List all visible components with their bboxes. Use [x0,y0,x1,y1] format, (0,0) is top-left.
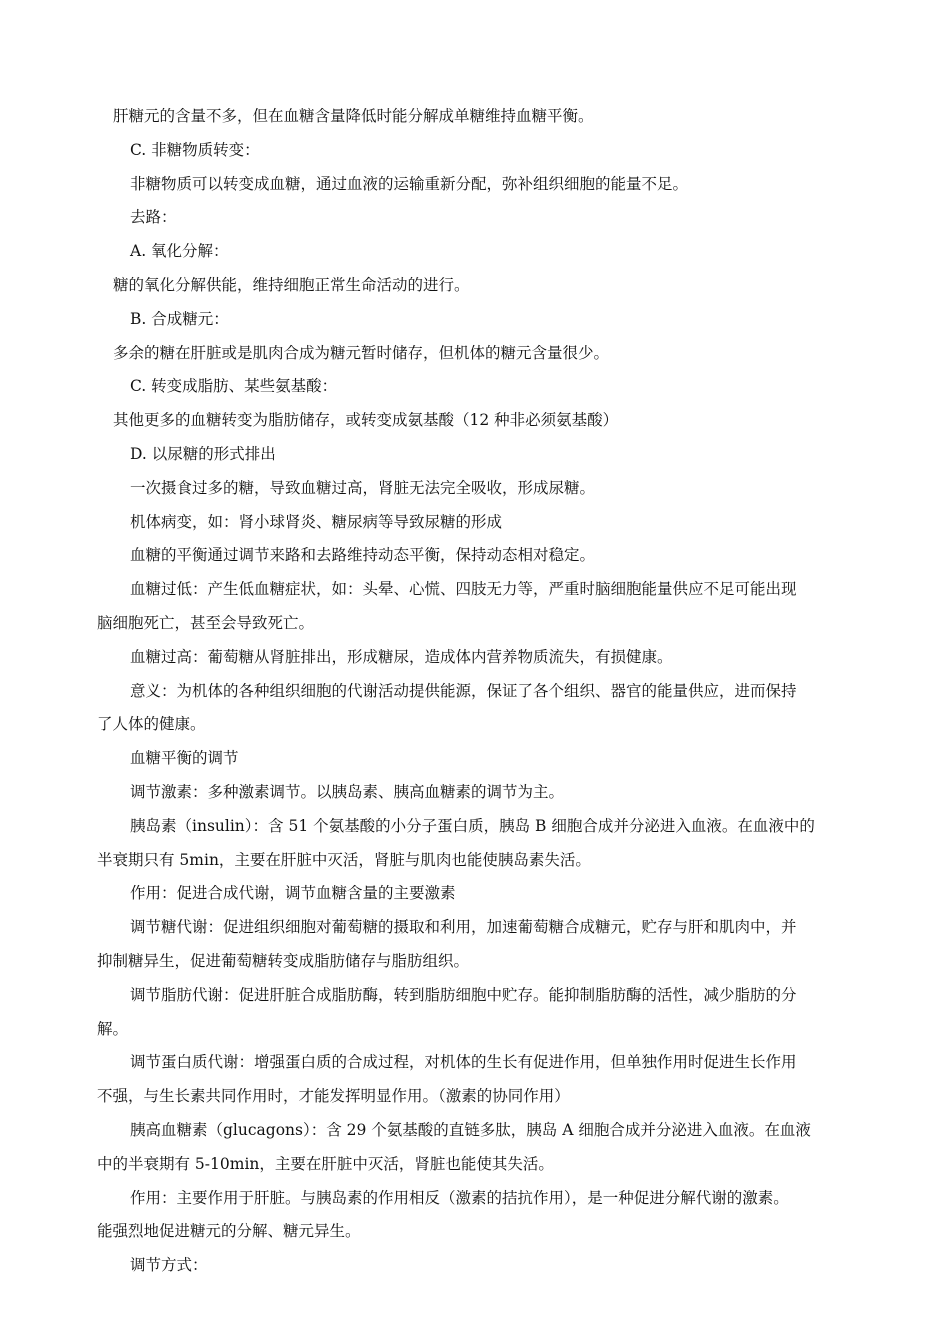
paragraph [97,911,853,979]
text-line: 中的半衰期有 5-10min，主要在肝脏中灭活，肾脏也能使其失活。 [97,1154,554,1173]
paragraph [97,1249,853,1283]
paragraph [97,303,853,337]
paragraph [97,201,853,235]
text-line: 血糖的平衡通过调节来路和去路维持动态平衡，保持动态相对稳定。 [130,546,596,565]
paragraph [97,134,853,168]
paragraph [97,539,853,573]
text-line: 调节激素：多种激素调节。以胰岛素、胰高血糖素的调节为主。 [130,783,565,801]
text-line: 抑制糖异生，促进葡萄糖转变成脂肪储存与脂肪组织。 [97,951,470,970]
paragraph [97,877,853,911]
text-line: 一次摄食过多的糖，导致血糖过高，肾脏无法完全吸收，形成尿糖。 [130,478,596,497]
text-line: 意义：为机体的各种组织细胞的代谢活动提供能源，保证了各个组织、器官的能量供应，进而保持 [130,681,797,700]
text-line: 糖的氧化分解供能，维持细胞正常生命活动的进行。 [113,276,470,294]
paragraph [97,472,853,506]
text-line: D. 以尿糖的形式排出 [130,445,276,463]
text-line: 不强，与生长素共同作用时，才能发挥明显作用。（激素的协同作用） [97,1087,570,1106]
text-line: 血糖过高：葡萄糖从肾脏排出，形成糖尿，造成体内营养物质流失，有损健康。 [130,647,673,666]
text-line: 调节蛋白质代谢：增强蛋白质的合成过程，对机体的生长有促进作用，但单独作用时促进生长作用 [130,1053,797,1072]
paragraph [97,168,853,202]
text-line: C. 转变成脂肪、某些氨基酸： [130,377,338,396]
text-line: 调节方式： [130,1256,208,1275]
text-line: 去路： [130,208,177,227]
text-line: C. 非糖物质转变： [130,140,260,159]
paragraph [97,1182,853,1250]
text-line: 调节糖代谢：促进组织细胞对葡萄糖的摄取和利用，加速葡萄糖合成糖元，贮存与肝和肌肉中，并 [130,918,797,937]
paragraph [97,100,853,134]
text-line: 调节脂肪代谢：促进肝脏合成脂肪酶，转到脂肪细胞中贮存。能抑制脂肪酶的活性，减少脂肪的分 [130,985,797,1004]
text-line: 半衰期只有 5min，主要在肝脏中灭活，肾脏与肌肉也能使胰岛素失活。 [97,850,591,869]
paragraph [97,337,853,371]
text-line: 解。 [97,1019,129,1038]
text-line: 其他更多的血糖转变为脂肪储存，或转变成氨基酸（12 种非必须氨基酸） [113,411,619,430]
paragraph [97,776,853,810]
text-line: 作用：主要作用于肝脏。与胰岛素的作用相反（激素的拮抗作用），是一种促进分解代谢的激素。 [130,1188,789,1207]
text-line: 脑细胞死亡，甚至会导致死亡。 [97,613,315,632]
paragraph [97,675,853,743]
paragraph [97,404,853,438]
text-line: 胰岛素（insulin）：含 51 个氨基酸的小分子蛋白质，胰岛 B 细胞合成并分泌进入血液。在血液中的 [130,816,815,835]
text-line: 胰高血糖素（glucagons）：含 29 个氨基酸的直链多肽，胰岛 A 细胞合成并分泌进入血液。在血液 [130,1121,811,1139]
text-line: 能强烈地促进糖元的分解、糖元异生。 [97,1222,361,1241]
text-line: 血糖平衡的调节 [130,749,239,768]
text-line: A. 氧化分解： [130,242,229,261]
text-line: 肝糖元的含量不多，但在血糖含量降低时能分解成单糖维持血糖平衡。 [113,107,594,125]
paragraph [97,506,853,540]
paragraph [97,370,853,404]
paragraph [97,573,853,641]
paragraph [97,810,853,878]
paragraph [97,979,853,1047]
text-line: 血糖过低：产生低血糖症状，如：头晕、心慌、四肢无力等，严重时脑细胞能量供应不足可能出现 [130,580,797,599]
text-line: 非糖物质可以转变成血糖，通过血液的运输重新分配，弥补组织细胞的能量不足。 [130,174,689,193]
paragraph [97,1114,853,1182]
paragraph [97,1046,853,1114]
paragraph [97,235,853,269]
text-line: 了人体的健康。 [97,715,206,734]
paragraph [97,742,853,776]
text-line: B. 合成糖元： [130,309,229,328]
paragraph [97,269,853,303]
text-line: 作用：促进合成代谢，调节血糖含量的主要激素 [130,884,456,903]
text-line: 多余的糖在肝脏或是肌肉合成为糖元暂时储存，但机体的糖元含量很少。 [113,343,610,362]
paragraph [97,641,853,675]
paragraph [97,438,853,472]
text-line: 机体病变，如：肾小球肾炎、糖尿病等导致尿糖的形成 [130,512,503,531]
